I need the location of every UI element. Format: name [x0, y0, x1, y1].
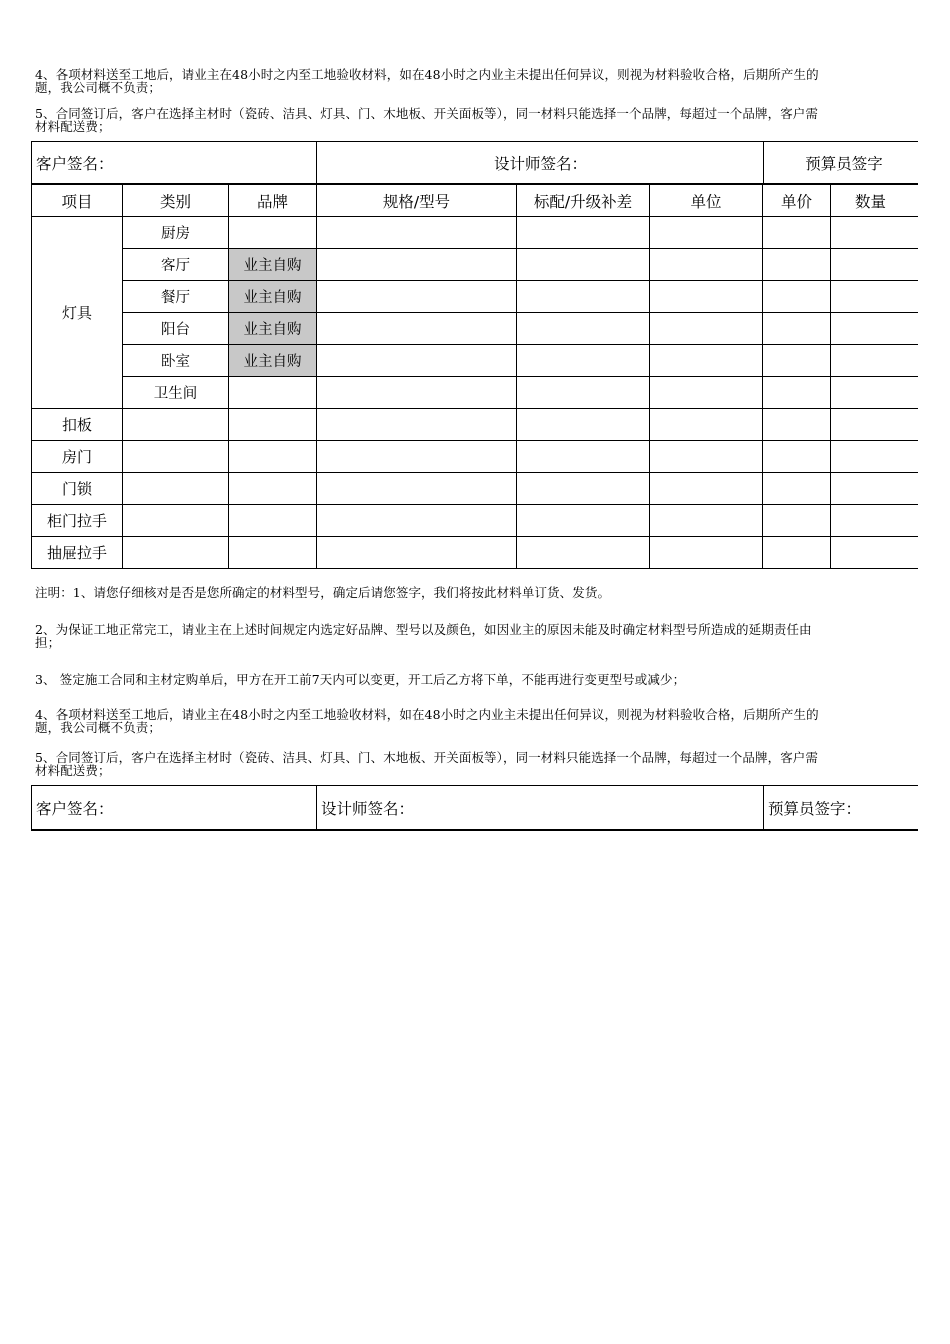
price-cell[interactable]	[763, 505, 831, 537]
category-cell[interactable]	[123, 505, 229, 537]
designer-signature-label: 设计师签名：	[316, 142, 764, 183]
spec-cell[interactable]	[317, 313, 517, 345]
price-cell[interactable]	[763, 409, 831, 441]
item-cabinet-handle: 柜门拉手	[32, 505, 123, 537]
header-spec: 规格/型号	[317, 185, 517, 217]
qty-cell[interactable]	[831, 537, 919, 569]
header-unit-price: 单价	[763, 185, 831, 217]
table-row	[32, 281, 919, 313]
top-note-5-line2: 材料配送费；	[35, 119, 111, 134]
budget-signature-label-bottom: 预算员签字：	[763, 786, 918, 829]
brand-cell[interactable]	[229, 537, 317, 569]
bottom-note-4-line2: 题，我公司概不负责；	[35, 720, 162, 735]
price-cell[interactable]	[763, 345, 831, 377]
bottom-note-5-line1: 5、合同签订后，客户在选择主材时（瓷砖、洁具、灯具、门、木地板、开关面板等），同一材料只能选择一个品牌，每超过一个品牌，客户需	[35, 750, 819, 765]
upgrade-cell[interactable]	[517, 313, 650, 345]
spec-cell[interactable]	[317, 537, 517, 569]
designer-signature-label-bottom: 设计师签名：	[316, 786, 764, 829]
brand-cell[interactable]	[229, 217, 317, 249]
category-cell[interactable]	[123, 441, 229, 473]
unit-cell[interactable]	[650, 313, 763, 345]
table-row	[32, 377, 919, 409]
item-room-door: 房门	[32, 441, 123, 473]
unit-cell[interactable]	[650, 217, 763, 249]
top-note-4-line1: 4、各项材料送至工地后，请业主在48小时之内至工地验收材料，如在48小时之内业主未提出任何异议，则视为材料验收合格，后期所产生的	[35, 67, 819, 82]
spec-cell[interactable]	[317, 217, 517, 249]
category-cell[interactable]	[123, 409, 229, 441]
qty-cell[interactable]	[831, 217, 919, 249]
spec-cell[interactable]	[317, 441, 517, 473]
table-row	[32, 313, 919, 345]
upgrade-cell[interactable]	[517, 345, 650, 377]
price-cell[interactable]	[763, 217, 831, 249]
unit-cell[interactable]	[650, 409, 763, 441]
bottom-note-5-line2: 材料配送费；	[35, 763, 111, 778]
item-ceiling-panel: 扣板	[32, 409, 123, 441]
signature-row-top	[31, 141, 918, 185]
spec-cell[interactable]	[317, 473, 517, 505]
brand-cell[interactable]: 业主自购	[229, 313, 317, 345]
unit-cell[interactable]	[650, 281, 763, 313]
table-row	[32, 473, 919, 505]
brand-cell[interactable]	[229, 441, 317, 473]
upgrade-cell[interactable]	[517, 249, 650, 281]
upgrade-cell[interactable]	[517, 505, 650, 537]
qty-cell[interactable]	[831, 473, 919, 505]
qty-cell[interactable]	[831, 345, 919, 377]
price-cell[interactable]	[763, 537, 831, 569]
budget-signature-label: 预算员签字	[763, 142, 918, 183]
spec-cell[interactable]	[317, 377, 517, 409]
customer-signature-label-bottom: 客户签名：	[36, 799, 114, 818]
category-cell: 厨房	[123, 217, 229, 249]
category-cell[interactable]	[123, 473, 229, 505]
brand-cell[interactable]: 业主自购	[229, 345, 317, 377]
top-note-5-line1: 5、合同签订后，客户在选择主材时（瓷砖、洁具、灯具、门、木地板、开关面板等），同一材料只能选择一个品牌，每超过一个品牌，客户需	[35, 106, 819, 121]
category-cell: 阳台	[123, 313, 229, 345]
brand-cell[interactable]: 业主自购	[229, 249, 317, 281]
table-row	[32, 409, 919, 441]
unit-cell[interactable]	[650, 377, 763, 409]
spec-cell[interactable]	[317, 249, 517, 281]
brand-cell[interactable]	[229, 409, 317, 441]
brand-cell[interactable]	[229, 473, 317, 505]
header-item: 项目	[32, 185, 123, 217]
bottom-note-1: 注明：1、请您仔细核对是否是您所确定的材料型号，确定后请您签字，我们将按此材料单订货、发货。	[35, 585, 611, 600]
qty-cell[interactable]	[831, 281, 919, 313]
brand-cell[interactable]	[229, 505, 317, 537]
table-header-row	[32, 185, 919, 217]
table-row	[32, 345, 919, 377]
upgrade-cell[interactable]	[517, 281, 650, 313]
upgrade-cell[interactable]	[517, 377, 650, 409]
upgrade-cell[interactable]	[517, 473, 650, 505]
spec-cell[interactable]	[317, 505, 517, 537]
price-cell[interactable]	[763, 473, 831, 505]
category-cell: 餐厅	[123, 281, 229, 313]
material-order-sheet	[31, 0, 918, 840]
unit-cell[interactable]	[650, 505, 763, 537]
materials-table	[31, 184, 918, 569]
item-drawer-handle: 抽屉拉手	[32, 537, 123, 569]
upgrade-cell[interactable]	[517, 409, 650, 441]
category-cell[interactable]	[123, 537, 229, 569]
price-cell[interactable]	[763, 441, 831, 473]
item-lighting: 灯具	[32, 217, 123, 409]
top-note-4-line2: 题，我公司概不负责；	[35, 80, 162, 95]
header-upgrade-diff: 标配/升级补差	[517, 185, 650, 217]
bottom-note-4-line1: 4、各项材料送至工地后，请业主在48小时之内至工地验收材料，如在48小时之内业主未提出任何异议，则视为材料验收合格，后期所产生的	[35, 707, 819, 722]
header-unit: 单位	[650, 185, 763, 217]
unit-cell[interactable]	[650, 441, 763, 473]
spec-cell[interactable]	[317, 345, 517, 377]
unit-cell[interactable]	[650, 537, 763, 569]
bottom-note-2-line1: 2、为保证工地正常完工，请业主在上述时间规定内选定好品牌、型号以及颜色，如因业主的原因未能及时确定材料型号所造成的延期责任由	[35, 622, 812, 637]
unit-cell[interactable]	[650, 473, 763, 505]
qty-cell[interactable]	[831, 505, 919, 537]
table-row	[32, 249, 919, 281]
unit-cell[interactable]	[650, 345, 763, 377]
header-brand: 品牌	[229, 185, 317, 217]
category-cell: 卧室	[123, 345, 229, 377]
customer-signature-label: 客户签名：	[36, 154, 114, 173]
price-cell[interactable]	[763, 377, 831, 409]
qty-cell[interactable]	[831, 377, 919, 409]
table-row	[32, 537, 919, 569]
price-cell[interactable]	[763, 313, 831, 345]
price-cell[interactable]	[763, 281, 831, 313]
price-cell[interactable]	[763, 249, 831, 281]
upgrade-cell[interactable]	[517, 537, 650, 569]
item-door-lock: 门锁	[32, 473, 123, 505]
bottom-note-2-line2: 担；	[35, 635, 61, 650]
brand-cell[interactable]	[229, 377, 317, 409]
upgrade-cell[interactable]	[517, 217, 650, 249]
header-category: 类别	[123, 185, 229, 217]
qty-cell[interactable]	[831, 409, 919, 441]
bottom-note-3: 3、 签定施工合同和主材定购单后，甲方在开工前7天内可以变更，开工后乙方将下单，不能再进行变更型号或减少；	[35, 672, 686, 687]
category-cell: 客厅	[123, 249, 229, 281]
qty-cell[interactable]	[831, 249, 919, 281]
table-row	[32, 441, 919, 473]
header-quantity: 数量	[831, 185, 919, 217]
table-row	[32, 217, 919, 249]
category-cell: 卫生间	[123, 377, 229, 409]
unit-cell[interactable]	[650, 249, 763, 281]
spec-cell[interactable]	[317, 409, 517, 441]
spec-cell[interactable]	[317, 281, 517, 313]
qty-cell[interactable]	[831, 313, 919, 345]
upgrade-cell[interactable]	[517, 441, 650, 473]
qty-cell[interactable]	[831, 441, 919, 473]
signature-row-bottom	[31, 785, 918, 831]
table-row	[32, 505, 919, 537]
brand-cell[interactable]: 业主自购	[229, 281, 317, 313]
